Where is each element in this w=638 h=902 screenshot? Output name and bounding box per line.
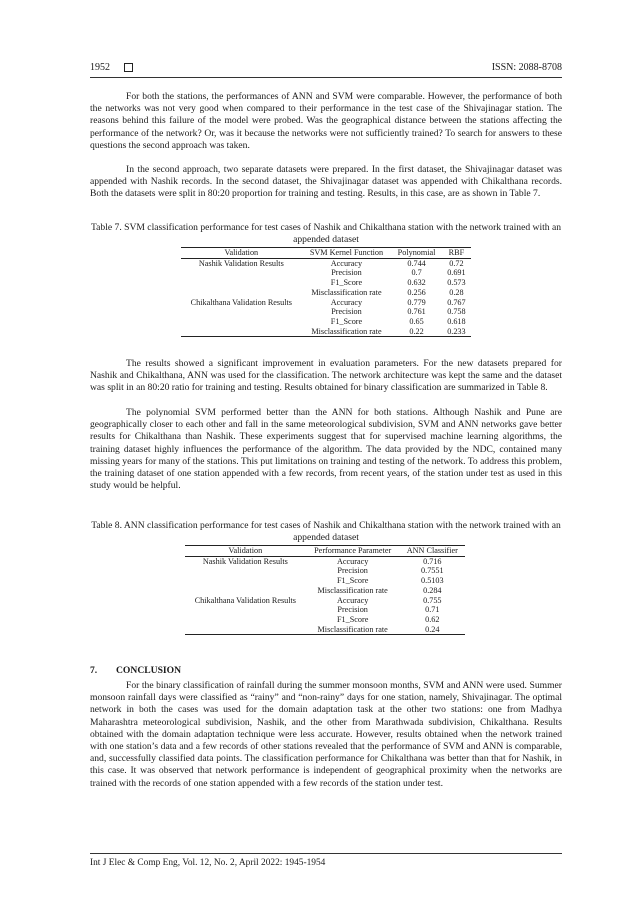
table-row <box>181 298 471 308</box>
table-row <box>181 268 471 278</box>
table-cell <box>185 615 306 625</box>
table-header-cell: ANN Classifier <box>400 546 465 557</box>
table-cell: 0.767 <box>447 297 466 307</box>
table-cell: 0.28 <box>449 287 464 297</box>
table-cell: Accuracy <box>330 297 363 307</box>
table-row <box>185 576 465 586</box>
page-footer: Int J Elec & Comp Eng, Vol. 12, No. 2, April 2022: 1945-1954 <box>90 858 326 868</box>
table-cell: 0.284 <box>423 585 442 595</box>
table-cell: 0.233 <box>442 327 471 337</box>
table-row <box>185 615 465 625</box>
paragraph-1: For both the stations, the performances of ANN and SVM were comparable. However, the performance of both the networks was not very good when compared to their performance in the test case of the Shivajinagar station. The reasons behind this failure of the model were probed. Was the geographical distance between the stations affecting the performance of the network? Or, was it because the networks were not sufficiently trained? To search for answers to these questions the second approach was taken. <box>90 91 562 151</box>
paragraph-3: The results showed a significant improvement in evaluation parameters. For the new datasets prepared for Nashik and Chikalthana, ANN was used for the classification. The network architecture was kept the same and the dataset was split in an 80:20 ratio for training and testing. Results obtained for binary classification are summarized in Table 8. <box>90 358 562 394</box>
table-cell <box>185 566 306 576</box>
table-cell: F1_Score <box>330 316 363 326</box>
table-cell: Accuracy <box>336 595 369 605</box>
table-header-cell: Polynomial <box>391 248 442 259</box>
table-cell <box>185 625 306 635</box>
table-cell: 0.691 <box>447 268 466 278</box>
table-cell <box>181 307 302 317</box>
table-cell: 0.761 <box>407 307 426 317</box>
table-row <box>185 586 465 596</box>
table-row <box>185 566 465 576</box>
table-7 <box>181 247 471 337</box>
table-cell <box>185 605 306 615</box>
issn: ISSN: 2088-8708 <box>491 62 562 73</box>
table-row <box>181 288 471 298</box>
table-cell <box>181 268 302 278</box>
table-cell: Misclassification rate <box>311 287 382 297</box>
table-cell: 0.758 <box>447 307 466 317</box>
paragraph-2: In the second approach, two separate datasets were prepared. In the first dataset, the Shivajinagar dataset was appended with Nashik records. In the second dataset, the Shivajinagar dataset was appended with Chikalthana records. Both the datasets were split in 80:20 proportion for training and testing. Results, in this case, are as shown in Table 7. <box>90 164 562 200</box>
table-header-cell: Validation <box>181 248 302 259</box>
footer-rule <box>90 853 562 854</box>
section-number: 7. <box>90 665 98 676</box>
table-cell <box>185 586 306 596</box>
table-cell: F1_Score <box>336 576 369 586</box>
table-cell: Precision <box>331 268 362 278</box>
table-cell: 0.632 <box>407 278 426 288</box>
table-cell: 0.744 <box>407 258 426 268</box>
conclusion-heading <box>90 665 181 676</box>
table-header-cell: RBF <box>442 248 471 259</box>
table-cell <box>181 288 302 298</box>
section-title: CONCLUSION <box>116 665 182 676</box>
table-7-caption: Table 7. SVM classification performance for test cases of Nashik and Chikalthana station with the network trained with an appended dataset <box>90 222 562 246</box>
square-icon <box>124 63 133 72</box>
table-row <box>185 596 465 606</box>
table-header-cell: Validation <box>185 546 306 557</box>
table-cell: F1_Score <box>330 278 363 288</box>
table-cell: 0.716 <box>423 556 442 566</box>
table-cell: 0.22 <box>391 327 442 337</box>
table-cell: Nashik Validation Results <box>198 258 284 268</box>
table-cell <box>181 317 302 327</box>
table-cell: 0.62 <box>425 614 440 624</box>
table-cell: 0.72 <box>449 258 464 268</box>
paragraph-conclusion: For the binary classification of rainfall during the summer monsoon months, SVM and ANN were used. Summer monsoon rainfall days were classified as “rainy” and “non-rainy” days for one station, namely, Shivajinagar. The optimal network in both the cases was used for the domain adaptation task at the other two stations: one from Madhya Maharashtra meteorological subdivision, Nashik, and the other from Marathwada subdivision, Chikalthana. Results obtained with the domain adaptation technique were less accurate. However, results obtained when the network trained with one station’s data and a few records of other stations revealed that the performance of SVM and ANN is comparable, and, successfully classified data points. The classification performance for Chikalthana was better than that for Nashik, in this case. It was observed that network performance is independent of geographical proximity when the networks are trained with the records of one station appended with a few records of the station under test. <box>90 680 562 789</box>
table-cell: 0.256 <box>407 287 426 297</box>
table-cell <box>181 327 302 337</box>
table-header-cell: SVM Kernel Function <box>302 248 392 259</box>
table-cell: Accuracy <box>336 556 369 566</box>
table-row <box>185 605 465 615</box>
table-cell: Chikalthana Validation Results <box>194 595 296 605</box>
header-rule <box>90 77 562 78</box>
table-cell: 0.755 <box>423 595 442 605</box>
table-cell: 0.7 <box>411 268 422 278</box>
table-row <box>181 327 471 337</box>
table-cell <box>181 278 302 288</box>
table-cell: Accuracy <box>330 258 363 268</box>
table-row <box>181 278 471 288</box>
table-cell: F1_Score <box>336 614 369 624</box>
table-cell: Misclassification rate <box>306 625 400 635</box>
table-cell: Precision <box>337 605 368 615</box>
table-cell: 0.71 <box>425 605 440 615</box>
table-cell <box>185 576 306 586</box>
table-cell: 0.65 <box>409 316 424 326</box>
table-8-caption: Table 8. ANN classification performance for test cases of Nashik and Chikalthana station with the network trained with an appended dataset <box>91 520 561 544</box>
table-cell: Chikalthana Validation Results <box>190 297 292 307</box>
table-cell: Nashik Validation Results <box>202 556 288 566</box>
table-row <box>185 625 465 635</box>
table-cell: Precision <box>331 307 362 317</box>
table-row <box>181 258 471 268</box>
table-cell: 0.779 <box>407 297 426 307</box>
table-header-cell: Performance Parameter <box>306 546 400 557</box>
table-cell: Precision <box>337 566 368 576</box>
table-cell: 0.7551 <box>421 566 444 576</box>
page-number: 1952 <box>90 62 110 73</box>
table-cell: 0.24 <box>400 625 465 635</box>
table-cell: Misclassification rate <box>302 327 392 337</box>
table-8 <box>185 545 465 635</box>
table-row <box>181 317 471 327</box>
table-cell: 0.573 <box>447 278 466 288</box>
table-row <box>181 307 471 317</box>
table-cell: Misclassification rate <box>317 585 388 595</box>
paragraph-4: The polynomial SVM performed better than the ANN for both stations. Although Nashik and Pune are geographically closer to each other and fall in the same meteorological subdivision, SVM and ANN networks gave better results for Chikalthana than Nashik. These experiments suggest that for supervised machine learning algorithms, the training dataset highly influences the performance of the algorithm. The data provided by the NDC, contained many missing years for many of the stations. This put limitations on training and testing of the network. To address this problem, the training dataset of one station appended with a few records, from recent years, of the station under test as used in this study would be helpful. <box>90 407 562 492</box>
table-row <box>185 556 465 566</box>
table-cell: 0.5103 <box>421 576 444 586</box>
table-cell: 0.618 <box>447 316 466 326</box>
